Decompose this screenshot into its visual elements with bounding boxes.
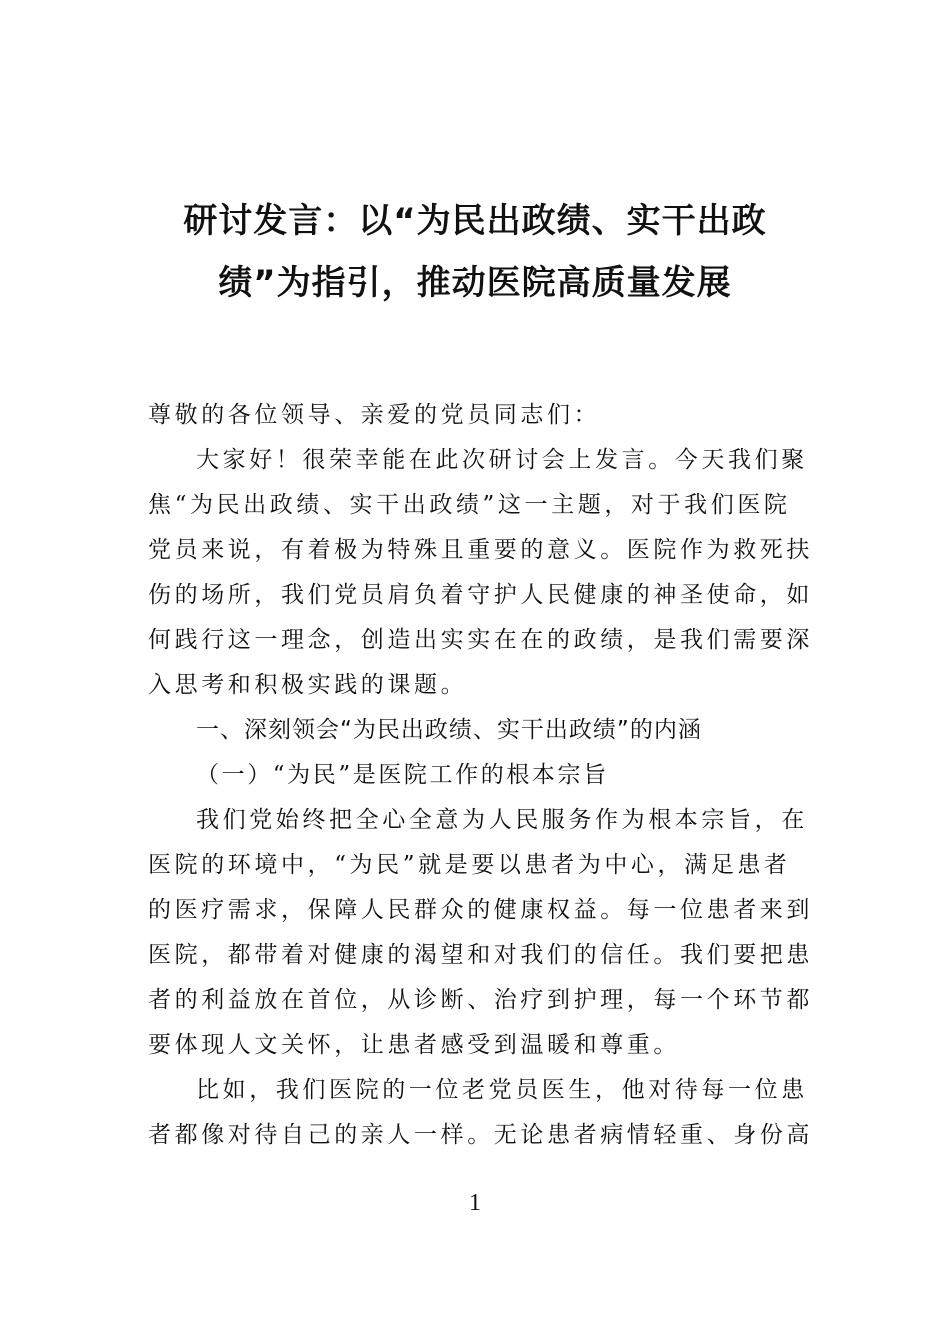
page-number: 1: [469, 1190, 481, 1216]
paragraph-line: 的医疗需求，保障人民群众的健康权益。每一位患者来到: [148, 897, 813, 923]
paragraph-line: 比如，我们医院的一位老党员医生，他对待每一位患: [196, 1077, 808, 1103]
salutation: [148, 393, 808, 438]
intro-line: 入思考和积极实践的课题。: [148, 672, 468, 698]
paragraph-line: 者的利益放在首位，从诊断、治疗到护理，每一个环节都: [148, 987, 813, 1013]
intro-line: 焦“为民出政绩、实干出政绩”这一主题，对于我们医院: [148, 492, 791, 518]
title-line-2: 绩”为指引，推动医院高质量发展: [218, 263, 732, 303]
paragraph-line: 医院，都带着对健康的渴望和对我们的信任。我们要把患: [148, 942, 813, 968]
document-body: [148, 393, 813, 1158]
paragraph-line: 我们党始终把全心全意为人民服务作为根本宗旨，在: [196, 807, 808, 833]
intro-line: 伤的场所，我们党员肩负着守护人民健康的神圣使命，如: [148, 582, 813, 608]
intro-line: 党员来说，有着极为特殊且重要的意义。医院作为救死扶: [148, 537, 813, 563]
section-heading-2: [148, 753, 808, 798]
paragraph-line: 者都像对待自己的亲人一样。无论患者病情轻重、身份高: [148, 1122, 813, 1148]
heading-1-text: 一、深刻领会“为民出政绩、实干出政绩”的内涵: [196, 717, 702, 743]
document-title: [150, 190, 800, 314]
salutation-text: 尊敬的各位领导、亲爱的党员同志们：: [148, 402, 601, 428]
intro-line: 大家好！很荣幸能在此次研讨会上发言。今天我们聚: [196, 447, 808, 473]
paragraph-1: [148, 798, 813, 1068]
section-heading-1: [148, 708, 808, 753]
heading-2-text: （一）“为民”是医院工作的根本宗旨: [196, 762, 609, 788]
intro-paragraph: [148, 438, 813, 708]
paragraph-line: 要体现人文关怀，让患者感受到温暖和尊重。: [148, 1032, 680, 1058]
paragraph-2: [148, 1068, 813, 1158]
intro-line: 何践行这一理念，创造出实实在在的政绩，是我们需要深: [148, 627, 813, 653]
title-line-1: 研讨发言：以“为民出政绩、实干出政: [183, 201, 767, 241]
paragraph-line: 医院的环境中，“为民”就是要以患者为中心，满足患者: [148, 852, 791, 878]
